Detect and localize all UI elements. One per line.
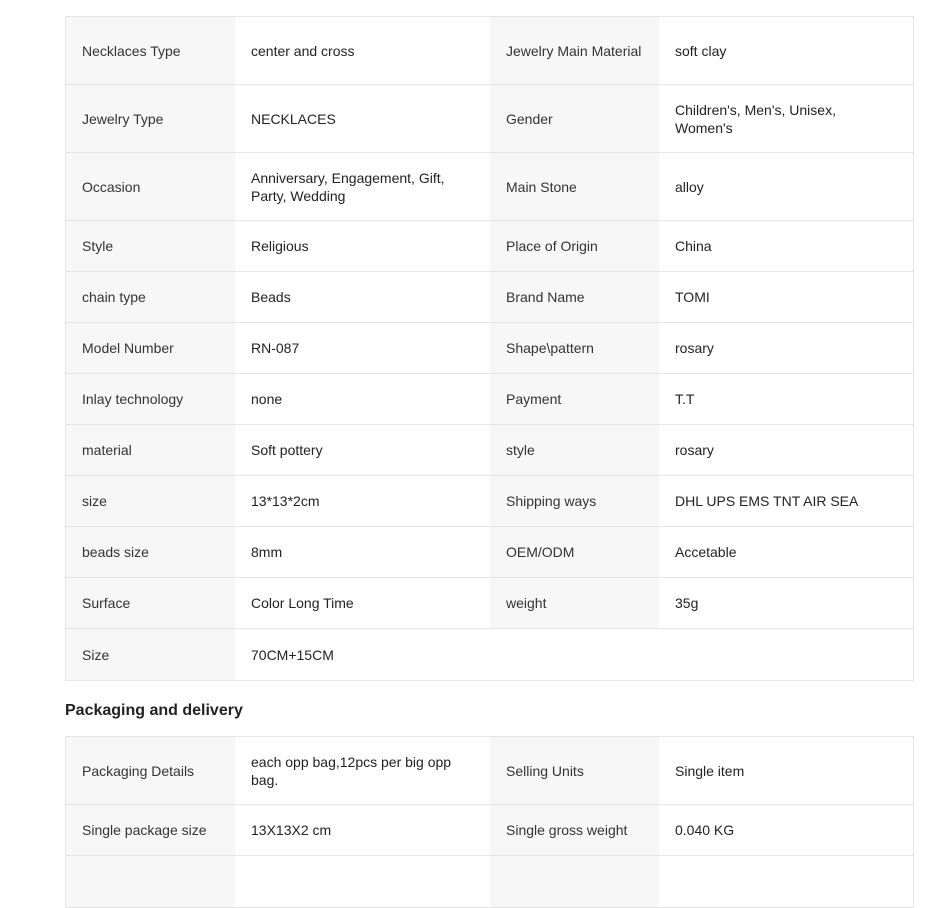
attr-value: 13X13X2 cm bbox=[235, 805, 490, 855]
attr-key: Size bbox=[66, 629, 235, 680]
attr-value: TOMI bbox=[659, 272, 913, 322]
attr-key: beads size bbox=[66, 527, 235, 577]
attr-key: Jewelry Main Material bbox=[490, 17, 659, 84]
table-row bbox=[66, 476, 913, 527]
attr-value bbox=[659, 856, 913, 907]
attr-key: Brand Name bbox=[490, 272, 659, 322]
attr-value: Soft pottery bbox=[235, 425, 490, 475]
attr-key: Selling Units bbox=[490, 737, 659, 804]
attr-key: Packaging Details bbox=[66, 737, 235, 804]
attr-key: Surface bbox=[66, 578, 235, 628]
attr-key: size bbox=[66, 476, 235, 526]
empty-cell bbox=[490, 629, 913, 680]
table-row bbox=[66, 527, 913, 578]
attr-value: Children's, Men's, Unisex, Women's bbox=[659, 85, 913, 152]
table-row bbox=[66, 221, 913, 272]
table-row bbox=[66, 153, 913, 221]
attr-value: rosary bbox=[659, 323, 913, 373]
attr-key: material bbox=[66, 425, 235, 475]
attr-key: Gender bbox=[490, 85, 659, 152]
attr-key bbox=[66, 856, 235, 907]
attr-key: weight bbox=[490, 578, 659, 628]
attr-key: Place of Origin bbox=[490, 221, 659, 271]
attr-value: 8mm bbox=[235, 527, 490, 577]
attr-value: DHL UPS EMS TNT AIR SEA bbox=[659, 476, 913, 526]
attr-value: each opp bag,12pcs per big opp bag. bbox=[235, 737, 490, 804]
attr-value: Accetable bbox=[659, 527, 913, 577]
attr-key: OEM/ODM bbox=[490, 527, 659, 577]
table-row bbox=[66, 17, 913, 85]
attr-value: Single item bbox=[659, 737, 913, 804]
attr-key: Inlay technology bbox=[66, 374, 235, 424]
attr-key: Jewelry Type bbox=[66, 85, 235, 152]
table-row bbox=[66, 85, 913, 153]
attr-value: RN-087 bbox=[235, 323, 490, 373]
attr-value: NECKLACES bbox=[235, 85, 490, 152]
attr-value: T.T bbox=[659, 374, 913, 424]
attr-value: rosary bbox=[659, 425, 913, 475]
table-row bbox=[66, 323, 913, 374]
table-row bbox=[66, 856, 913, 907]
table-row bbox=[66, 629, 913, 680]
attr-key: style bbox=[490, 425, 659, 475]
table-row bbox=[66, 578, 913, 629]
table-row bbox=[66, 272, 913, 323]
attr-key: Shipping ways bbox=[490, 476, 659, 526]
table-row bbox=[66, 425, 913, 476]
attr-value: Religious bbox=[235, 221, 490, 271]
attr-value: alloy bbox=[659, 153, 913, 220]
attr-key: Style bbox=[66, 221, 235, 271]
attr-key: Necklaces Type bbox=[66, 17, 235, 84]
attr-value bbox=[235, 856, 490, 907]
attr-key: Single package size bbox=[66, 805, 235, 855]
packaging-section-title: Packaging and delivery bbox=[65, 702, 243, 719]
attr-key bbox=[490, 856, 659, 907]
attr-value: Color Long Time bbox=[235, 578, 490, 628]
attr-value: none bbox=[235, 374, 490, 424]
attr-key: Payment bbox=[490, 374, 659, 424]
attr-key: Occasion bbox=[66, 153, 235, 220]
attr-value: Beads bbox=[235, 272, 490, 322]
attr-value: 35g bbox=[659, 578, 913, 628]
attr-value: soft clay bbox=[659, 17, 913, 84]
attributes-table bbox=[65, 16, 914, 681]
attr-value: 0.040 KG bbox=[659, 805, 913, 855]
attr-key: Shape\pattern bbox=[490, 323, 659, 373]
packaging-table bbox=[65, 736, 914, 908]
attr-value: 13*13*2cm bbox=[235, 476, 490, 526]
attr-value: China bbox=[659, 221, 913, 271]
attr-value: Anniversary, Engagement, Gift, Party, Wedding bbox=[235, 153, 490, 220]
table-row bbox=[66, 805, 913, 856]
attr-key: Model Number bbox=[66, 323, 235, 373]
attr-key: Single gross weight bbox=[490, 805, 659, 855]
attr-key: chain type bbox=[66, 272, 235, 322]
table-row bbox=[66, 737, 913, 805]
table-row bbox=[66, 374, 913, 425]
attr-value: 70CM+15CM bbox=[235, 629, 490, 680]
attr-value: center and cross bbox=[235, 17, 490, 84]
attr-key: Main Stone bbox=[490, 153, 659, 220]
